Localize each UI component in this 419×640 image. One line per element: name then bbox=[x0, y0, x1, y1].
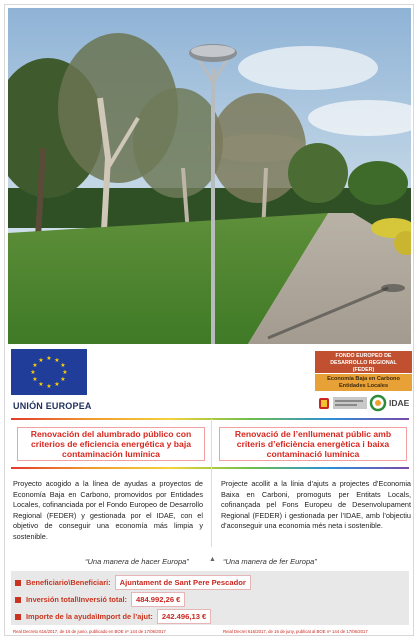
beneficiary-row bbox=[15, 575, 251, 590]
feder-title bbox=[315, 351, 412, 373]
svg-text:★: ★ bbox=[54, 357, 60, 364]
motto-separator-icon: ▲ bbox=[209, 556, 216, 563]
svg-text:★: ★ bbox=[46, 355, 52, 362]
program-line: Entidades Locales bbox=[338, 383, 389, 389]
motto-spanish: “Una manera de hacer Europa” bbox=[85, 557, 189, 566]
bullet-square-icon bbox=[15, 597, 21, 603]
ministry-logo bbox=[333, 397, 367, 409]
svg-text:★: ★ bbox=[38, 357, 44, 364]
feder-line: FONDO EUROPEO DE bbox=[335, 353, 392, 359]
spain-coat-of-arms-icon bbox=[317, 396, 331, 410]
title-spanish: Renovación del alumbrado público con criterios de eficiencia energética y baja contaminación lumínica bbox=[17, 427, 205, 461]
bullet-square-icon bbox=[15, 614, 21, 620]
investment-value: 484.992,26 € bbox=[131, 592, 185, 607]
park-photo bbox=[8, 8, 411, 344]
park-street-lamp-photo-icon bbox=[8, 8, 411, 344]
feder-line: (FEDER) bbox=[352, 367, 375, 373]
legal-note-spanish: Real Decreto 616/2017, de 16 de junio, publicado en BOE nº 144 de 17/06/2017 bbox=[13, 629, 166, 634]
beneficiary-label: Beneficiario\Beneficiari: bbox=[26, 578, 111, 587]
body-catalan: Projecte acollit a la línia d’ajuts a projectes d’Economia Baixa en Carboni, promoguts per Entitats Locals, cofinançada pel Fons Europeu de Desenvolupament Regional (FEDER) i gestionada per l’IDAE, amb l’objectiu d’aconseguir una economia més neta i sostenible. bbox=[221, 479, 411, 530]
svg-text:★: ★ bbox=[32, 376, 38, 383]
program-line: Economía Baja en Carbono bbox=[327, 376, 400, 382]
svg-text:★: ★ bbox=[38, 381, 44, 388]
aid-row bbox=[15, 609, 211, 624]
beneficiary-value: Ajuntament de Sant Pere Pescador bbox=[115, 575, 251, 590]
color-divider-bottom bbox=[11, 467, 409, 469]
body-spanish: Proyecto acogido a la línea de ayudas a proyectos de Economía Baja en Carbono, promovidos por Entidades Locales, cofinanciada por el Fondo Europeo de Desarrollo Regional (FEDER) y gestionada por el IDAE, con el objetivo de conseguir una economía más limpia y sostenible. bbox=[13, 479, 203, 541]
svg-text:★: ★ bbox=[30, 369, 36, 376]
investment-label: Inversión total\Inversió total: bbox=[26, 595, 128, 604]
aid-label: Importe de la ayuda\Import de l’ajut: bbox=[26, 612, 153, 621]
svg-text:★: ★ bbox=[32, 362, 38, 369]
aid-value: 242.496,13 € bbox=[157, 609, 211, 624]
feder-logo-block bbox=[315, 351, 412, 415]
legal-note-catalan: Reial Decret 616/2017, de 16 de juny, publicat al BOE nº 144 de 17/06/2017 bbox=[223, 629, 368, 634]
svg-text:★: ★ bbox=[46, 383, 52, 390]
idae-label: IDAE bbox=[389, 398, 410, 408]
svg-text:★: ★ bbox=[54, 381, 60, 388]
color-divider-top bbox=[11, 418, 409, 420]
column-divider bbox=[211, 419, 212, 547]
svg-text:★: ★ bbox=[60, 362, 66, 369]
sponsor-logos bbox=[315, 393, 412, 413]
motto-catalan: “Una manera de fer Europa” bbox=[223, 557, 317, 566]
investment-row bbox=[15, 592, 185, 607]
funding-info-box bbox=[11, 571, 409, 625]
eu-logo bbox=[11, 349, 91, 415]
svg-text:★: ★ bbox=[60, 376, 66, 383]
eu-flag-icon bbox=[11, 349, 87, 395]
bullet-square-icon bbox=[15, 580, 21, 586]
eu-label: UNIÓN EUROPEA bbox=[13, 401, 92, 411]
title-catalan: Renovació de l’enllumenat públic amb criteris d’eficiència energètica i baixa contaminació lumínica bbox=[219, 427, 407, 461]
idae-logo-icon bbox=[369, 394, 387, 412]
poster bbox=[4, 4, 414, 636]
feder-line: DESARROLLO REGIONAL bbox=[330, 360, 397, 366]
svg-text:★: ★ bbox=[62, 369, 68, 376]
feder-program bbox=[315, 374, 412, 391]
